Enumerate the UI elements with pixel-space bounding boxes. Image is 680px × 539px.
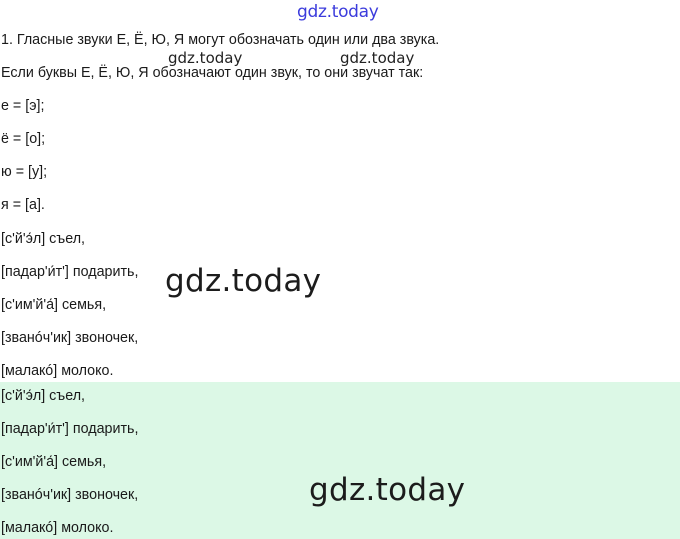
watermark-small-1: gdz.today <box>168 49 243 67</box>
watermark-top: gdz.today <box>297 2 379 22</box>
highlighted-word-zvonochek: [званóч'ик] звоночек, <box>1 487 139 503</box>
watermark-big-1: gdz.today <box>165 263 322 299</box>
word-moloko: [малакó] молоко. <box>1 363 114 379</box>
sound-e: е = [э]; <box>1 98 45 114</box>
sound-yu: ю = [у]; <box>1 164 48 180</box>
highlighted-word-syel: [с'й'э́л] съел, <box>1 388 86 404</box>
sound-ya: я = [а]. <box>1 197 45 213</box>
word-zvonochek: [званóч'ик] звоночек, <box>1 330 139 346</box>
highlighted-word-moloko: [малакó] молоко. <box>1 520 114 536</box>
intro-line-2: Если буквы Е, Ё, Ю, Я обозначают один звук, то они звучат так: <box>1 65 424 81</box>
word-semya: [с'им'й'а́] семья, <box>1 297 107 313</box>
intro-line-1: 1. Гласные звуки Е, Ё, Ю, Я могут обозначать один или два звука. <box>1 32 440 48</box>
watermark-small-2: gdz.today <box>340 49 415 67</box>
word-syel: [с'й'э́л] съел, <box>1 231 86 247</box>
highlighted-word-podarit: [падар'и́т'] подарить, <box>1 421 139 437</box>
highlighted-word-semya: [с'им'й'а́] семья, <box>1 454 107 470</box>
word-podarit: [падар'и́т'] подарить, <box>1 264 139 280</box>
watermark-big-2: gdz.today <box>309 472 466 508</box>
sound-yo: ё = [о]; <box>1 131 46 147</box>
